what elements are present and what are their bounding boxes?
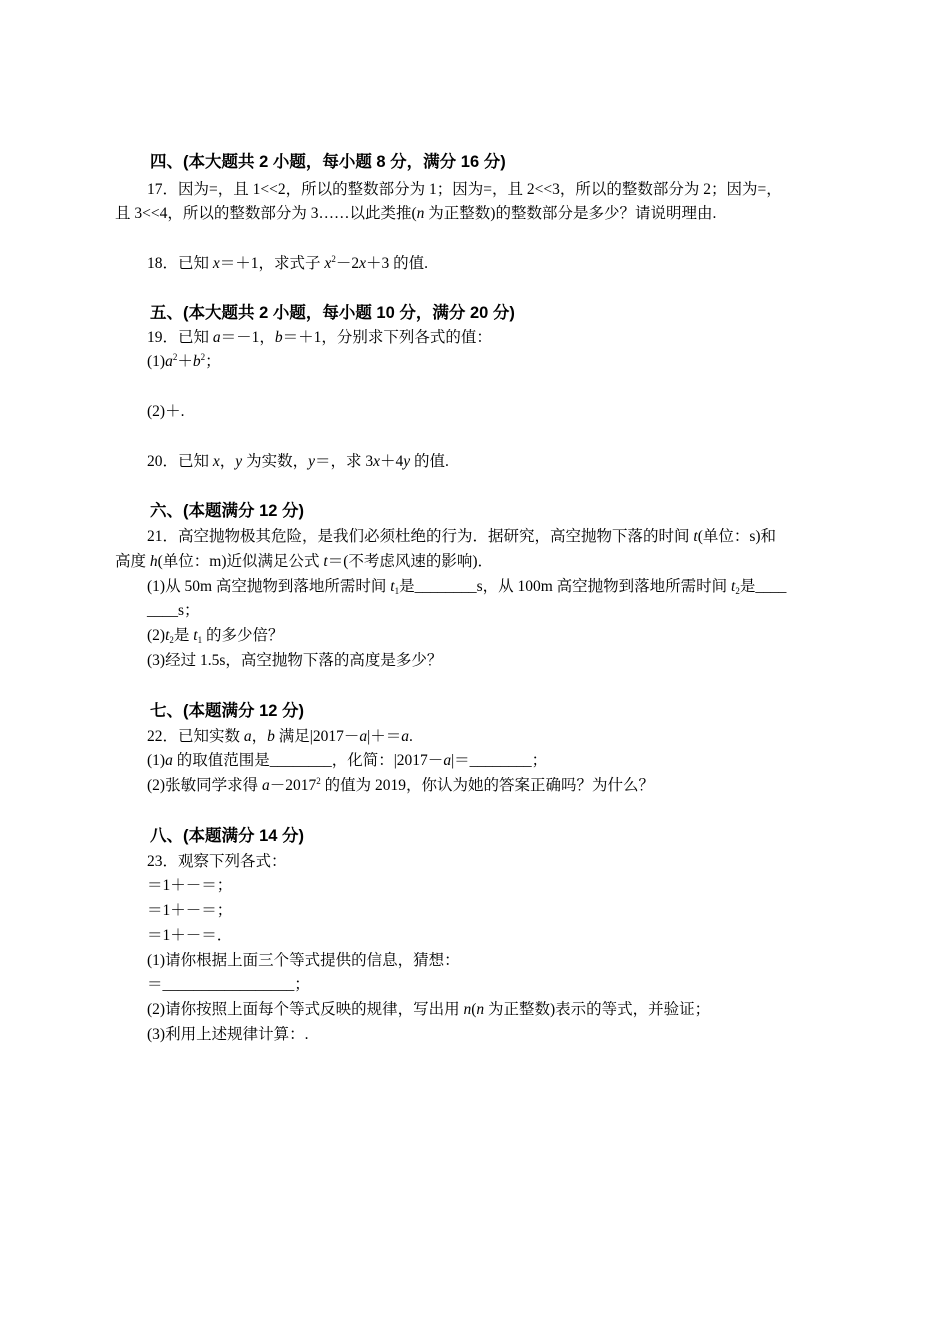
var-a: a xyxy=(212,329,221,346)
q23-intro: 23．观察下列各式： xyxy=(147,853,287,870)
var-a: a xyxy=(165,353,173,370)
text: 的值. xyxy=(410,453,449,470)
text: 是____ xyxy=(739,578,787,595)
text: (2)请你按照上面每个等式反映的规律，写出用 xyxy=(147,1001,464,1018)
text: 21．高空抛物极其危险，是我们必须杜绝的行为．据研究，高空抛物下落的时间 xyxy=(147,528,694,545)
q19-line xyxy=(147,328,492,348)
text: －2 xyxy=(335,255,360,272)
subscript: 2 xyxy=(735,586,740,596)
var-y: y xyxy=(308,453,315,470)
var-x: x xyxy=(212,255,220,272)
var-b: b xyxy=(274,329,283,346)
q22-line xyxy=(147,727,413,747)
var-a: a xyxy=(165,752,173,769)
section-heading-4: 四、(本大题共 2 小题，每小题 8 分，满分 16 分) xyxy=(150,153,506,171)
q17-line-1: 17．因为=，且 1<<2，所以的整数部分为 1；因为=，且 2<<3，所以的整数部分为 2；因为=， xyxy=(147,181,782,198)
q20-line xyxy=(147,452,449,472)
exponent: 2 xyxy=(172,352,178,362)
q17-line-2 xyxy=(115,204,716,224)
var-t: t xyxy=(165,627,170,644)
var-t: t xyxy=(193,627,198,644)
section-heading-7: 七、(本题满分 12 分) xyxy=(150,702,305,720)
text: |＝________； xyxy=(451,752,548,769)
text: 为实数， xyxy=(242,453,309,470)
q21-part-2 xyxy=(147,626,283,646)
var-t: t xyxy=(693,528,698,545)
text: |＋＝ xyxy=(367,728,402,745)
q22-part-2 xyxy=(147,776,654,796)
text: ； xyxy=(205,353,221,370)
q23-equation-3: ＝1＋－＝． xyxy=(147,927,233,944)
text: ＋ xyxy=(177,353,193,370)
subscript: 2 xyxy=(169,635,174,645)
section-heading-8: 八、(本题满分 14 分) xyxy=(150,827,305,845)
var-x: x xyxy=(359,255,366,272)
text: 22．已知实数 xyxy=(147,728,244,745)
text: 20．已知 xyxy=(147,453,213,470)
text: ， xyxy=(219,453,236,470)
var-b: b xyxy=(192,353,201,370)
section-heading-5: 五、(本大题共 2 小题，每小题 10 分，满分 20 分) xyxy=(150,304,515,322)
var-y: y xyxy=(235,453,243,470)
exponent: 2 xyxy=(331,254,336,264)
exponent: 2 xyxy=(316,776,321,786)
text: (2) xyxy=(147,627,166,644)
subscript: 1 xyxy=(197,635,203,645)
text: 是 xyxy=(173,627,194,644)
var-a: a xyxy=(401,728,409,745)
text: (1) xyxy=(147,752,166,769)
var-y: y xyxy=(403,453,411,470)
text: ＝－1， xyxy=(220,329,275,346)
text: 满足|2017－ xyxy=(274,728,360,745)
text: 18．已知 xyxy=(147,255,213,272)
text: ＋3 的值. xyxy=(365,255,428,272)
q23-part-1-answer-blank: ＝_________________； xyxy=(147,976,310,993)
var-a: a xyxy=(359,728,368,745)
var-n: n xyxy=(416,205,425,222)
var-n: n xyxy=(476,1001,485,1018)
q21-line-2 xyxy=(115,552,493,572)
q19-part-1 xyxy=(147,352,221,372)
q21-part-1-cont: ____s； xyxy=(147,602,200,619)
q23-part-1: (1)请你根据上面三个等式提供的信息，猜想： xyxy=(147,952,460,969)
text: (单位：s)和 xyxy=(697,528,777,545)
var-n: n xyxy=(463,1001,472,1018)
text: －2017 xyxy=(269,777,317,794)
text: ＝，求 3 xyxy=(314,453,374,470)
var-h: h xyxy=(149,553,158,570)
text: 为正整数)表示的等式，并验证； xyxy=(484,1001,711,1018)
text: (2)张敏同学求得 xyxy=(147,777,262,794)
q19-part-2: (2)＋. xyxy=(147,403,185,420)
var-t: t xyxy=(731,578,736,595)
text: (1) xyxy=(147,353,166,370)
subscript: 1 xyxy=(394,586,400,596)
text: ＝＋1，求式子 xyxy=(219,255,325,272)
var-b: b xyxy=(267,728,275,745)
text: (1)从 50m 高空抛物到落地所需时间 xyxy=(147,578,391,595)
var-a: a xyxy=(243,728,252,745)
text: 的取值范围是________，化简：|2017－ xyxy=(172,752,444,769)
text: ＝＋1，分别求下列各式的值： xyxy=(282,329,492,346)
text: 的值为 2019，你认为她的答案正确吗？为什么？ xyxy=(320,777,654,794)
var-x: x xyxy=(324,255,332,272)
q21-line-1 xyxy=(147,527,776,547)
text: (单位：m)近似满足公式 xyxy=(157,553,324,570)
text: ＋4 xyxy=(380,453,404,470)
text: 高度 xyxy=(115,553,150,570)
var-x: x xyxy=(212,453,220,470)
text: 为正整数)的整数部分是多少？请说明理由. xyxy=(424,205,717,222)
q23-equation-2: ＝1＋－＝； xyxy=(147,902,233,919)
var-a: a xyxy=(443,752,452,769)
q21-part-1 xyxy=(147,577,786,597)
text: ( xyxy=(471,1001,477,1018)
var-x: x xyxy=(373,453,380,470)
q21-part-3: (3)经过 1.5s，高空抛物下落的高度是多少？ xyxy=(147,652,443,669)
text: 19．已知 xyxy=(147,329,213,346)
text: ＝(不考虑风速的影响)． xyxy=(327,553,494,570)
text: 的多少倍？ xyxy=(202,627,284,644)
text: . xyxy=(409,728,413,745)
section-heading-6: 六、(本题满分 12 分) xyxy=(150,502,305,520)
var-a: a xyxy=(261,777,270,794)
var-t: t xyxy=(390,578,395,595)
text: 是________s，从 100m 高空抛物到落地所需时间 xyxy=(399,578,732,595)
text: ， xyxy=(251,728,268,745)
text: 且 3<<4，所以的整数部分为 3……以此类推( xyxy=(115,205,417,222)
exponent: 2 xyxy=(200,352,206,362)
q18-line xyxy=(147,254,428,274)
q23-equation-1: ＝1＋－＝； xyxy=(147,877,233,894)
q23-part-2 xyxy=(147,1000,710,1020)
q23-part-3: (3)利用上述规律计算：. xyxy=(147,1026,309,1043)
q22-part-1 xyxy=(147,751,547,771)
var-t: t xyxy=(323,553,328,570)
